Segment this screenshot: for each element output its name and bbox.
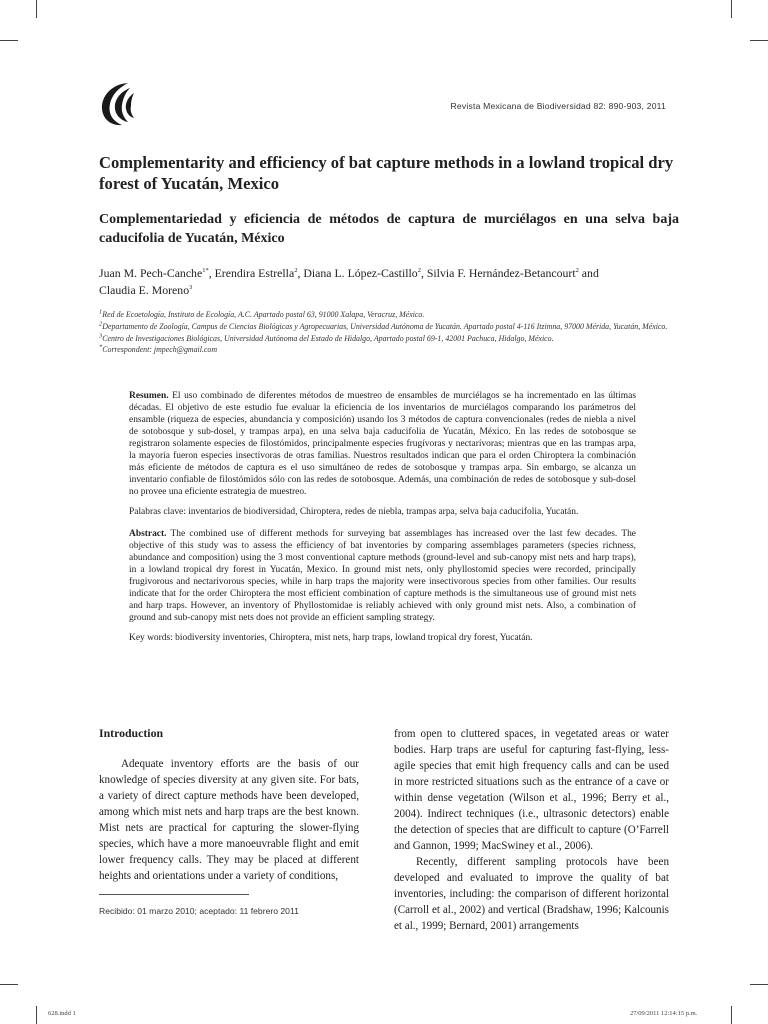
author-mark: 2: [575, 267, 579, 275]
body-paragraph: from open to cluttered spaces, in vegetated areas or water bodies. Harp traps are useful for capturing fast-flying, less-agile species that emit high frequency calls and can be used in more restricted situations such as the entrance of a cave or within dense vegetation (Wilson et al., 1996; Berry et al., 2004). Indirect techniques (i.e., ultrasonic detectors) enable the detection of species that are difficult to capture (O’Farrell and Gannon, 1999; MacSwiney et al., 2006).: [394, 728, 669, 852]
crop-mark: [731, 1006, 732, 1024]
abstract-label: Abstract.: [129, 529, 167, 539]
author-text: , Erendira Estrella: [208, 266, 295, 280]
crop-mark: [750, 40, 768, 41]
resumen-label: Resumen.: [129, 391, 169, 401]
abstract-block: [129, 390, 636, 644]
crop-mark: [0, 40, 18, 41]
journal-citation: Revista Mexicana de Biodiversidad 82: 890-903, 2011: [450, 101, 666, 111]
crop-mark: [36, 0, 37, 18]
affiliation-text: Departamento de Zoología, Campus de Ciencias Biológicas y Agropecuarias, Universidad Autónoma de Yucatán. Apartado postal 4-116 Itzimna, 97000 Mérida, Yucatán, México.: [102, 321, 668, 331]
affiliation-mark: *: [99, 344, 103, 351]
paper-subtitle-spanish: Complementariedad y eficiencia de métodos de captura de murciélagos en una selva baja caducifolia de Yucatán, México: [99, 212, 679, 246]
author-text: , Diana L. López-Castillo: [297, 266, 418, 280]
palabras-clave: Palabras clave: inventarios de biodiversidad, Chiroptera, redes de niebla, trampas arpa, selva baja caducifolia, Yucatán.: [129, 507, 579, 517]
author-text: , Silvia F. Hernández-Betancourt: [420, 266, 576, 280]
body-column-left: [99, 726, 359, 884]
section-heading-introduction: Introduction: [99, 726, 164, 740]
crop-mark: [731, 0, 732, 18]
author-mark: 2: [417, 267, 421, 275]
author-mark: 3: [189, 284, 193, 292]
footnote-divider: [99, 894, 249, 895]
affiliation-text: Correspondent: jmpech@gmail.com: [102, 345, 218, 355]
abstract-paragraph: [129, 528, 636, 624]
affiliation-text: Red de Ecoetología, Instituto de Ecología, A.C. Apartado postal 63, 91000 Xalapa, Veracruz, México.: [102, 310, 425, 319]
affiliation-text: Centro de Investigaciones Biológicas, Universidad Autónoma del Estado de Hidalgo, Apartado postal 69-1, 42001 Pachuca, Hidalgo, México.: [102, 333, 554, 343]
affiliation-mark: 3: [99, 332, 103, 339]
author-mark: 2: [294, 267, 298, 275]
crop-mark: [36, 1006, 37, 1024]
author-mark: 1*: [202, 267, 209, 275]
print-slug-timestamp: 27/09/2011 12:14:15 p.m.: [630, 1010, 698, 1017]
print-slug-file: 628.indd 1: [48, 1010, 76, 1017]
crop-mark: [750, 984, 768, 985]
author-text: Juan M. Pech-Canche: [99, 266, 203, 280]
author-text: Claudia E. Moreno: [99, 283, 190, 297]
crop-mark: [0, 984, 18, 985]
author-text: and: [578, 266, 599, 280]
affiliation-mark: 1: [99, 309, 103, 316]
affiliation-item: [99, 344, 679, 356]
affiliations: [99, 309, 679, 356]
author-list: [99, 265, 679, 299]
body-paragraph: Recently, different sampling protocols have been developed and evaluated to improve the quality of bat inventories, including: the comparison of different horizontal (Carroll et al., 2002) and vertical (Bradshaw, 1996; Kalcounis et al., 1999; Bernard, 2001) arrangements: [394, 856, 669, 932]
body-column-right: [394, 726, 669, 934]
affiliation-item: [99, 309, 679, 321]
resumen-text: El uso combinado de diferentes métodos de muestreo de ensambles de murciélagos se ha incrementado en las últimas décadas. El objetivo de este estudio fue evaluar la eficiencia de los inventarios de murciélagos comparando los parámetros del ensamble (riqueza de especies, abundancia y composición) usando los 3 métodos de captura convencionales (redes de niebla a nivel de sotobosque y sub-dosel, y trampas arpa), en una selva baja caducifolia de Yucatán, México. En las redes de sotobosque se registraron solamente especies de filostómidos, principalmente especies frugívoras y nectarívoras; mientras que en las trampas arpa, la mayoría fueron especies insectívoras de otras familias. Nuestros resultados indican que para el orden Chiroptera la combinación más eficiente de métodos de captura es el uso simultáneo de redes de sotobosque y trampas arpa. Sin embargo, se alcanza un inventario confiable de filostómidos sólo con las redes de sotobosque. Además, una combinación de redes de sotobosque y sub-dosel no provee una eficiente estrategia de muestreo.: [129, 391, 636, 497]
body-paragraph: Adequate inventory efforts are the basis of our knowledge of species diversity at any given site. For bats, a variety of direct capture methods have been developed, among which mist nets and harp traps are the best known. Mist nets are practical for capturing the slower-flying species, which have a more manoeuvrable flight and emit lower frequency calls. They may be placed at different heights and orientations under a variety of conditions,: [99, 758, 359, 882]
paper-title: Complementarity and efficiency of bat capture methods in a lowland tropical dry forest of Yucatán, Mexico: [99, 153, 674, 193]
received-dates: Recibido: 01 marzo 2010; aceptado: 11 febrero 2011: [99, 906, 299, 916]
journal-logo-icon: [98, 80, 140, 128]
affiliation-item: [99, 333, 679, 345]
abstract-text: The combined use of different methods for surveying bat assemblages has increased over the last few decades. The objective of this study was to assess the efficiency of bat inventories by comparing assemblages parameters (species richness, abundance and composition) using the 3 most conventional capture methods (ground-level and sub-canopy mist nets and harp traps), in a lowland tropical dry forest in Yucatán, Mexico. In ground mist nets, only phyllostomid species were recorded, principally frugivorous and nectarivorous species, while in harp traps the majority were insectivorous species from other families. Our results indicate that for the order Chiroptera the most efficient combination of capture methods is the simultaneous use of ground mist nets and harp traps. However, an inventory of Phyllostomidae is reliably achieved with only ground mist nets. Also, a combination of ground and sub-canopy mist nets does not provide an efficient sampling strategy.: [129, 529, 636, 623]
key-words: Key words: biodiversity inventories, Chiroptera, mist nets, harp traps, lowland tropical dry forest, Yucatán.: [129, 633, 533, 643]
affiliation-mark: 2: [99, 320, 103, 328]
affiliation-item: [99, 321, 679, 333]
resumen-paragraph: [129, 390, 636, 498]
